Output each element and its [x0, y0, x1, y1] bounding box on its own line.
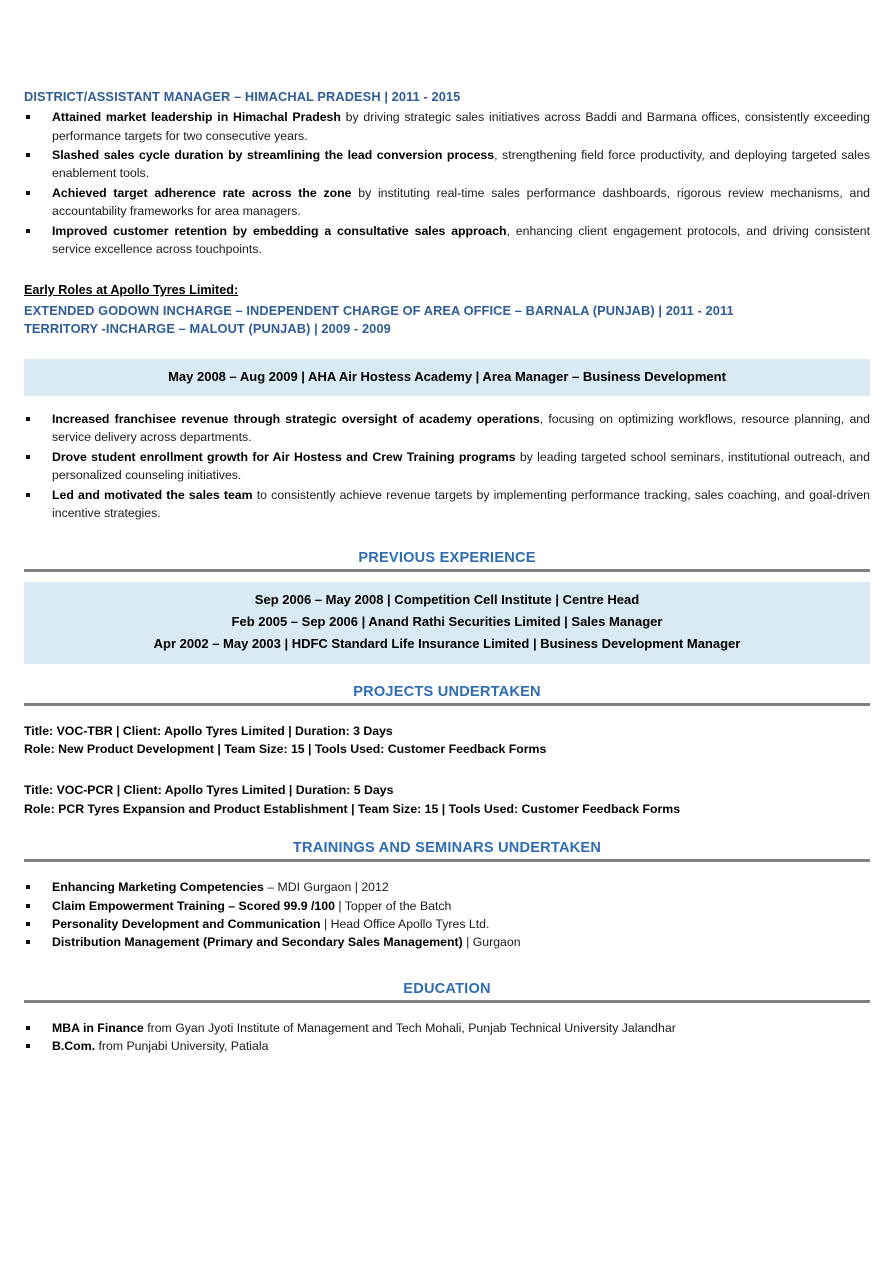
list-item: [24, 448, 870, 485]
previous-experience-entry: Apr 2002 – May 2003 | HDFC Standard Life Insurance Limited | Business Development Manager: [153, 636, 741, 652]
bullet-bold-lead: Slashed sales cycle duration by streamlining the lead conversion process: [52, 148, 495, 163]
bullet-bold-lead: B.Com.: [52, 1039, 96, 1054]
early-roles-label: Early Roles at Apollo Tyres Limited:: [24, 282, 239, 297]
project-line-title: Title: VOC-PCR | Client: Apollo Tyres Limited | Duration: 5 Days: [24, 783, 394, 798]
early-role-malout: TERRITORY -INCHARGE – MALOUT (PUNJAB) | 2009 - 2009: [24, 321, 391, 337]
bullet-bold-lead: Increased franchisee revenue through strategic oversight of academy operations: [52, 411, 540, 426]
list-item: [24, 897, 870, 915]
bullet-rest: , strengthening field force productivity, and deploying targeted sales enablement tools.: [52, 148, 870, 181]
bullet-bold-lead: Led and motivated the sales team: [52, 487, 253, 502]
list-item: [24, 410, 870, 447]
trainings-list: [24, 878, 870, 951]
early-role-barnala: EXTENDED GODOWN INCHARGE – INDEPENDENT CHARGE OF AREA OFFICE – BARNALA (PUNJAB) | 2011 - 2011: [24, 303, 734, 319]
bullet-rest: , focusing on optimizing workflows, resource planning, and service delivery across departments.: [52, 411, 870, 445]
list-item: [24, 878, 870, 896]
bullet-rest: | Topper of the Batch: [334, 898, 452, 913]
district-role-heading: DISTRICT/ASSISTANT MANAGER – HIMACHAL PRADESH | 2011 - 2015: [24, 89, 461, 104]
projects-title: PROJECTS UNDERTAKEN: [353, 683, 541, 700]
projects-list: [24, 722, 870, 819]
bullet-rest: to consistently achieve revenue targets by implementing performance tracking, sales coaching, and goal-driven incentive strategies.: [52, 487, 870, 521]
bullet-bold-lead: MBA in Finance: [52, 1021, 144, 1036]
district-role-bullets: [24, 108, 870, 259]
previous-experience-entry: Feb 2005 – Sep 2006 | Anand Rathi Securities Limited | Sales Manager: [231, 613, 663, 629]
bullet-rest: – MDI Gurgaon | 2012: [263, 880, 389, 895]
bullet-rest: by instituting real-time sales performance dashboards, rigorous review mechanisms, and accountability frameworks for area managers.: [52, 185, 871, 219]
previous-experience-title: PREVIOUS EXPERIENCE: [358, 549, 536, 566]
project-line-title: Title: VOC-TBR | Client: Apollo Tyres Limited | Duration: 3 Days: [24, 723, 393, 738]
list-item: [24, 108, 870, 145]
bullet-bold-lead: Personality Development and Communication: [52, 916, 321, 931]
bullet-rest: , enhancing client engagement protocols, and driving consistent service excellence across touchpoints.: [52, 223, 870, 257]
bullet-bold-lead: Attained market leadership in Himachal Pradesh: [52, 110, 341, 125]
list-item: [24, 184, 870, 221]
list-item: [24, 486, 870, 523]
list-item: [24, 915, 870, 933]
bullet-bold-lead: Drove student enrollment growth for Air Hostess and Crew Training programs: [52, 449, 516, 464]
bullet-rest: from Gyan Jyoti Institute of Management and Tech Mohali, Punjab Technical University Jalandhar: [143, 1021, 676, 1036]
aha-role-banner: [24, 359, 870, 396]
bullet-rest: | Gurgaon: [462, 934, 521, 949]
list-item: [24, 933, 870, 951]
bullet-bold-lead: Distribution Management (Primary and Secondary Sales Management): [52, 934, 463, 949]
bullet-rest: by leading targeted school seminars, institutional outreach, and personalized counseling initiatives.: [52, 449, 870, 483]
trainings-title: TRAININGS AND SEMINARS UNDERTAKEN: [292, 840, 602, 857]
previous-experience-entry: Sep 2006 – May 2008 | Competition Cell Institute | Centre Head: [254, 591, 640, 607]
aha-role-bullets: [24, 410, 870, 523]
project-item: [24, 781, 870, 818]
project-item: [24, 722, 870, 759]
list-item: [24, 146, 870, 183]
list-item: [24, 222, 870, 259]
bullet-bold-lead: Improved customer retention by embedding a consultative sales approach: [52, 223, 507, 238]
bullet-bold-lead: Claim Empowerment Training – Scored 99.9 /100: [52, 898, 335, 913]
bullet-rest: by driving strategic sales initiatives across Baddi and Barmana offices, consistently exceeding performance targets for two consecutive years.: [52, 110, 870, 143]
bullet-bold-lead: Achieved target adherence rate across the zone: [52, 185, 352, 200]
education-title: EDUCATION: [403, 981, 491, 998]
bullet-bold-lead: Enhancing Marketing Competencies: [52, 880, 264, 895]
project-line-role: Role: PCR Tyres Expansion and Product Establishment | Team Size: 15 | Tools Used: Customer Feedback Forms: [24, 801, 681, 816]
resume-content: [24, 88, 870, 1056]
project-line-role: Role: New Product Development | Team Size: 15 | Tools Used: Customer Feedback Forms: [24, 742, 547, 757]
education-list: [24, 1019, 870, 1055]
list-item: [24, 1037, 870, 1055]
aha-banner-text: May 2008 – Aug 2009 | AHA Air Hostess Academy | Area Manager – Business Development: [168, 368, 726, 384]
previous-experience-banner: [24, 582, 870, 664]
bullet-rest: | Head Office Apollo Tyres Ltd.: [320, 916, 490, 931]
bullet-rest: from Punjabi University, Patiala: [95, 1039, 269, 1054]
list-item: [24, 1019, 870, 1037]
